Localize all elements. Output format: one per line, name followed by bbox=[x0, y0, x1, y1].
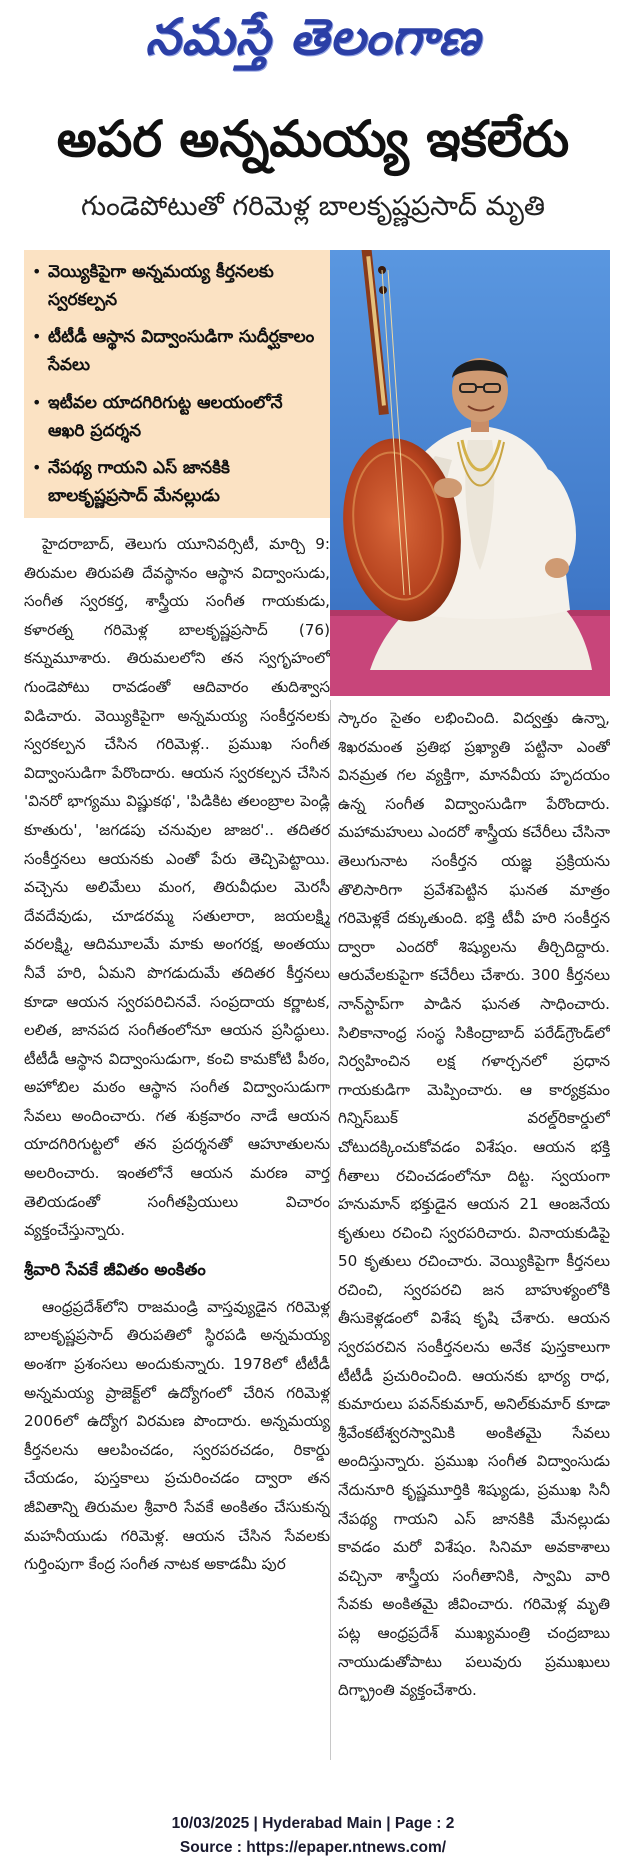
article-subheadline: గుండెపోటుతో గరిమెళ్ల బాలకృష్ణప్రసాద్ మృతి bbox=[80, 191, 545, 222]
article-column-left bbox=[24, 530, 330, 1760]
highlight-text: వెయ్యికిపైగా అన్నమయ్య కీర్తనలకు స్వరకల్పన bbox=[48, 262, 274, 310]
highlight-item bbox=[32, 389, 324, 445]
article-subheading: శ్రీవారి సేవకే జీవితం అంకితం bbox=[24, 1259, 206, 1279]
highlight-text: టీటీడీ ఆస్థాన విద్వాంసుడిగా సుదీర్ఘకాలం సేవలు bbox=[48, 327, 315, 376]
article-paragraph: ఆంధ్రప్రదేశ్‌లోని రాజమండ్రి వాస్తవ్యుడైన గరిమెళ్ల బాలకృష్ణప్రసాద్‌ తిరుపతిలో స్థిరపడి అన్నమయ్య అంశగా ప్రశంసలు అందుకున్నారు. 1978లో టీటీడీ అన్నమయ్య ప్రాజెక్ట్‌లో ఉద్యోగంలో చేరిన గరిమెళ్ల 2006లో ఉద్యోగ విరమణ పొందారు. అన్నమయ్య కీర్తనలను ఆలపించడం, స్వరపరచడం, రికార్డు చేయడం, పుస్తకాలు ప్రచురించడం ద్వారా తన జీవితాన్ని తిరుమల శ్రీవారి సేవకే అంకితం చేసుకున్న మహనీయుడు గరిమెళ్ల. ఆయన చేసిన సేవలకు గుర్తింపుగా కేంద్ర సంగీత నాటక అకాడమీ పుర bbox=[24, 1297, 330, 1574]
highlight-text: నేపథ్య గాయని ఎస్‌ జానకికి బాలకృష్ణప్రసాద్‌ మేనల్లుడు bbox=[48, 457, 230, 506]
source-link[interactable]: Source : https://epaper.ntnews.com/ bbox=[179, 1839, 447, 1856]
bullet-icon: • bbox=[32, 262, 42, 281]
musician-photo bbox=[330, 250, 610, 696]
highlight-text: ఇటీవల యాదగిరిగుట్ట ఆలయంలోనే ఆఖరి ప్రదర్శన bbox=[48, 392, 283, 441]
highlights-box bbox=[24, 250, 330, 518]
article-headline: అపర అన్నమయ్య ఇకలేరు bbox=[56, 109, 570, 168]
highlight-item bbox=[32, 454, 324, 510]
bullet-icon: • bbox=[32, 457, 42, 477]
edition-info: 10/03/2025 | Hyderabad Main | Page : 2 bbox=[171, 1815, 455, 1832]
bullet-icon: • bbox=[32, 392, 42, 412]
article-paragraph: హైదరాబాద్‌, తెలుగు యూనివర్సిటీ, మార్చి 9: తిరుమల తిరుపతి దేవస్థానం ఆస్థాన విద్వాంసుడు, సంగీత స్వరకర్త, శాస్త్రీయ సంగీత గాయకుడు, కళారత్న గరిమెళ్ల బాలకృష్ణప్రసాద్‌ (76) కన్నుమూశారు. తిరుమలలోని తన స్వగృహంలో గుండెపోటు రావడంతో ఆదివారం తుదిశ్వాస విడిచారు. వెయ్యికిపైగా అన్నమయ్య సంకీర్తనలకు స్వరకల్పన చేసిన గరిమెళ్ల.. ప్రముఖ సంగీత విద్వాంసుడిగా పేరొందారు. ఆయన స్వరకల్పన చేసిన 'వినరో భాగ్యము విష్ణుకథ', 'పిడికిట తలంబ్రాల పెండ్లి కూతురు', 'జగడపు చనువుల జాజర'.. తదితర సంకీర్తనలు ఆయనకు ఎంతో పేరు తెచ్చిపెట్టాయి. వచ్చెను అలిమేలు మంగ, తిరువీధుల మెరసీ దేవదేవుడు, చూడరమ్మ సతులారా, జయలక్ష్మి వరలక్ష్మి, ఆదిమూలమే మాకు అంగరక్ష, అంతయు నీవే హరి, ఏమని పొగడుదుమే తదితర కీర్తనలు కూడా ఆయన స్వరపరిచినవే. సంప్రదాయ కర్ణాటక, లలిత, జానపద సంగీతంలోనూ ఆయన ప్రసిద్ధులు. టీటీడీ ఆస్థాన విద్వాంసుడుగా, కంచి కామకోటి పీఠం, అహోబిల మఠం ఆస్థాన సంగీత విద్వాంసుడుగా సేవలు అందించారు. గత శుక్రవారం నాడే ఆయన యాదగిరిగుట్టలో తన ప్రదర్శనతో ఆహూతులను అలరించారు. ఇంతలోనే ఆయన మరణ వార్త తెలియడంతో సంగీతప్రియులు విచారం వ్యక్తంచేస్తున్నారు. bbox=[24, 535, 330, 1240]
newspaper-logo: నమస్తే తెలంగాణ bbox=[145, 7, 481, 66]
article-paragraph: స్కారం సైతం లభించింది. విద్వత్తు ఉన్నా, శిఖరమంత ప్రతిభ ప్రఖ్యాతి పట్టినా ఎంతో వినమ్రత గల వ్యక్తిగా, మానవీయ హృదయం ఉన్న సంగీత విద్వాంసుడిగా పేరొందారు. మహామహులు ఎందరో శాస్త్రీయ కచేరీలు చేసినా తెలుగునాట సంకీర్తన యజ్ఞ ప్రక్రియను తొలిసారిగా ప్రవేశపెట్టిన ఘనత మాత్రం గరిమెళ్లకే దక్కుతుంది. భక్తి టీవీ హరి సంకీర్తన ద్వారా ఎందరో శిష్యులను తీర్చిదిద్దారు. ఆరువేలకుపైగా కచేరీలు చేశారు. 300 కీర్తనలు నాన్‌స్టాప్‌గా పాడిన ఘనత సాధించారు. సిలికానాంధ్ర సంస్థ సికింద్రాబాద్‌ పరేడ్‌గ్రౌండ్‌లో నిర్వహించిన లక్ష గళార్చనలో ప్రధాన గాయకుడిగా మెప్పించారు. ఆ కార్యక్రమం గిన్నిస్‌బుక్‌ వరల్డ్‌రికార్డులో చోటుదక్కించుకోవడం విశేషం. ఆయన భక్తి గీతాలు రచించడంలోనూ దిట్ట. స్వయంగా హనుమాన్‌ భక్తుడైన ఆయన 21 ఆంజనేయ కృతులు రచించి స్వరపరిచారు. వినాయకుడిపై 50 కృతులు రచించారు. వెయ్యికిపైగా కీర్తనలు రచించి, స్వరపరచి జన బాహుళ్యంలోకి తీసుకెళ్లడంలో విశేష కృషి చేశారు. ఆయన స్వరపరచిన సంకీర్తనలను అనేక పుస్తకాలుగా టీటీడీ ప్రచురించింది. ఆయనకు భార్య రాధ, కుమారులు పవన్‌కుమార్‌, అనిల్‌కుమార్‌ కూడా శ్రీవేంకటేశ్వరస్వామికి అంకితమై సేవలు అందిస్తున్నారు. ప్రముఖ సంగీత విద్వాంసుడు నేదునూరి కృష్ణమూర్తికి శిష్యుడు, ప్రముఖ సినీ నేపథ్య గాయని ఎస్‌ జానకికి మేనల్లుడు కావడం మరో విశేషం. సినిమా అవకాశాలు వచ్చినా శాస్త్రీయ సంగీతానికి, స్వామి వారి సేవకు అంకితమై జీవించారు. గరిమెళ్ల మృతి పట్ల ఆంధ్రప్రదేశ్‌ ముఖ్యమంత్రి చంద్రబాబు నాయుడుతోపాటు పలువురు ప్రముఖులు దిగ్భ్రాంతి వ్యక్తంచేశారు. bbox=[338, 709, 610, 1700]
page-footer bbox=[0, 1812, 626, 1868]
article-column-right bbox=[330, 704, 610, 1764]
bullet-icon: • bbox=[32, 327, 42, 347]
masthead bbox=[0, 0, 626, 86]
highlight-item bbox=[32, 258, 324, 314]
highlight-item bbox=[32, 323, 324, 379]
